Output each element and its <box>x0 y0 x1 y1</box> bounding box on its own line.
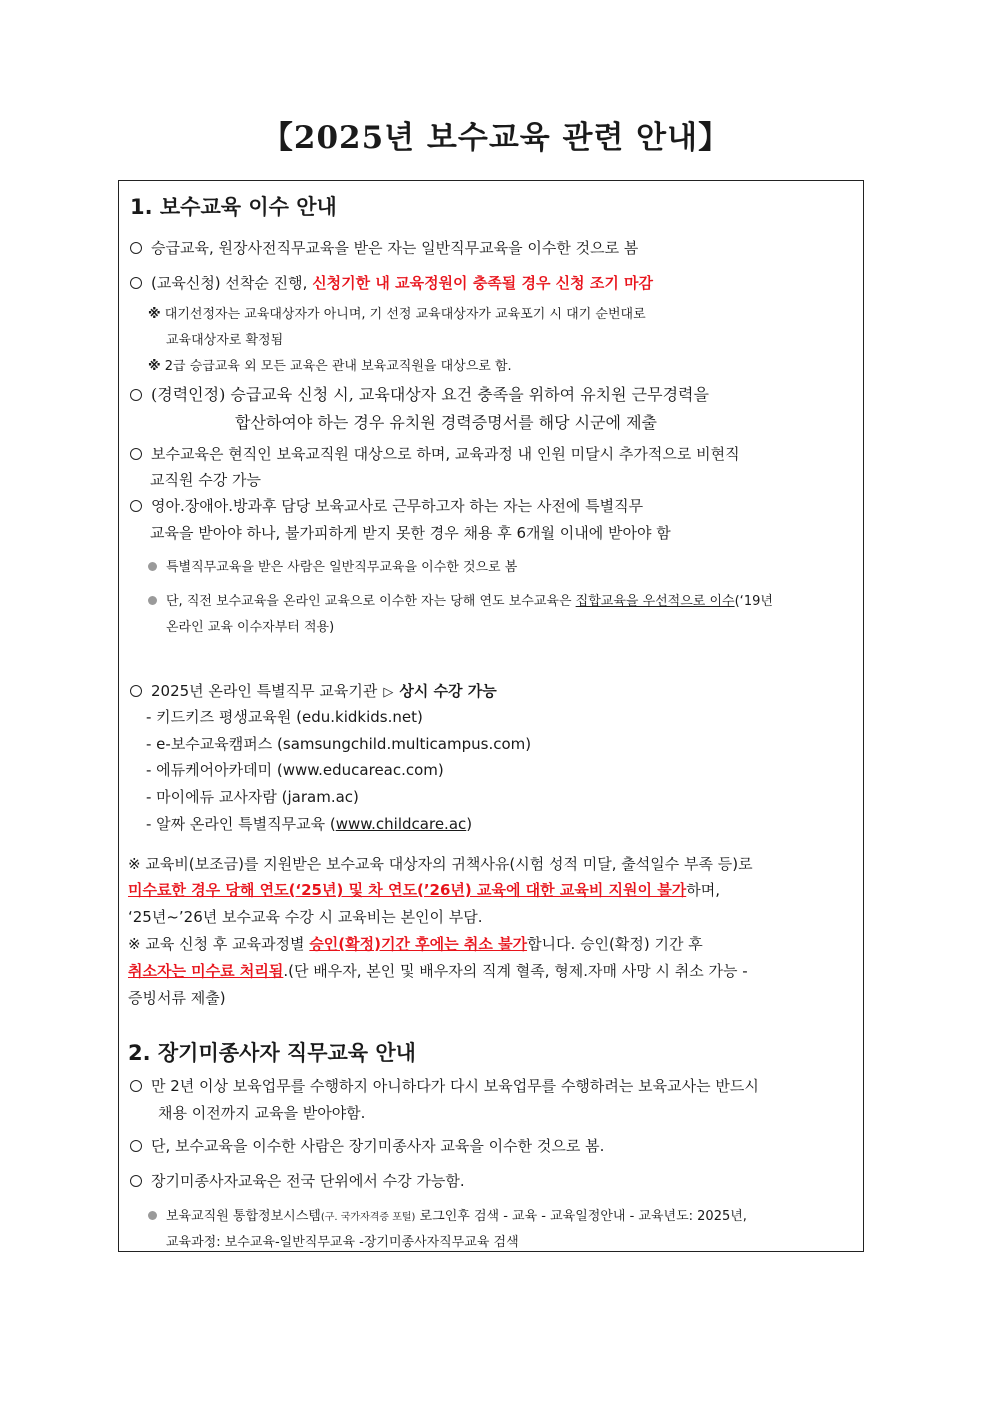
circle-bullet-icon <box>130 1140 142 1152</box>
online-institutions-heading: 2025년 온라인 특별직무 교육기관 ▷ 상시 수강 가능 <box>130 681 497 703</box>
bullet-online-priority-line2: 온라인 교육 이수자부터 적용) <box>166 620 335 635</box>
note-cancel-line1: ※ 교육 신청 후 교육과정별 승인(확정)기간 후에는 취소 불가합니다. 승인(확정) 기간 후 <box>128 935 703 953</box>
priority-underline: 집합교육을 우선적으로 이수 <box>575 594 735 609</box>
institution-item: - 마이에듀 교사자람 (jaram.ac) <box>146 788 359 806</box>
subsidy-warning: 미수료한 경우 당해 연도(‘25년) 및 차 연도(’26년) 교육에 대한 교육비 지원이 불가 <box>128 881 687 899</box>
institution-item: - 에듀케어아카데미 (www.educareac.com) <box>146 761 444 779</box>
institution-item: - 알짜 온라인 특별직무교육 (www.childcare.ac) <box>146 815 473 833</box>
triangle-right-icon: ▷ <box>383 685 394 700</box>
gray-bullet-icon <box>148 562 157 571</box>
bullet-special-duty-complete: 특별직무교육을 받은 사람은 일반직무교육을 이수한 것으로 봄 <box>148 558 517 578</box>
circle-bullet-icon <box>130 685 142 697</box>
bullet-online-priority: 단, 직전 보수교육을 온라인 교육으로 이수한 자는 당해 연도 보수교육은 집합교육을 우선적으로 이수(‘19년 <box>148 592 773 612</box>
cancel-warning: 승인(확정)기간 후에는 취소 불가 <box>309 935 528 953</box>
item-promotion-education: 승급교육, 원장사전직무교육을 받은 자는 일반직무교육을 이수한 것으로 봄 <box>130 238 638 258</box>
note-subsidy-line2: 미수료한 경우 당해 연도(‘25년) 및 차 연도(’26년) 교육에 대한 교육비 지원이 불가하며, <box>128 881 720 899</box>
early-close-warning: 신청기한 내 교육정원이 충족될 경우 신청 조기 마감 <box>312 274 654 292</box>
item-career-recognition: (경력인정) 승급교육 신청 시, 교육대상자 요건 충족을 위하여 유치원 근무경력을 <box>130 385 709 405</box>
circle-bullet-icon <box>130 277 142 289</box>
note-cancel-line2: 취소자는 미수료 처리됨.(단 배우자, 본인 및 배우자의 직계 혈족, 형제.자매 사망 시 취소 가능 - <box>128 962 748 980</box>
item-application: (교육신청) 선착순 진행, 신청기한 내 교육정원이 충족될 경우 신청 조기 마감 <box>130 273 653 293</box>
reference-mark-icon: ※ <box>148 359 161 374</box>
childcare-link[interactable]: www.childcare.ac <box>335 815 467 833</box>
item-exemption: 단, 보수교육을 이수한 사람은 장기미종사자 교육을 이수한 것으로 봄. <box>130 1136 604 1156</box>
circle-bullet-icon <box>130 242 142 254</box>
circle-bullet-icon <box>130 500 142 512</box>
note-subsidy-line3: ‘25년~’26년 보수교육 수강 시 교육비는 본인이 부담. <box>128 908 483 926</box>
note-waitlist-line2: 교육대상자로 확정됨 <box>166 333 284 348</box>
page-title: 【2025년 보수교육 관련 안내】 <box>261 120 731 156</box>
item-career-recognition-line2: 합산하여야 하는 경우 유치원 경력증명서를 해당 시군에 제출 <box>235 413 658 432</box>
note-waitlist: ※ 대기선정자는 교육대상자가 아니며, 기 선정 교육대상자가 교육포기 시 대기 순번대로 <box>148 307 646 322</box>
gray-bullet-icon <box>148 596 157 605</box>
note-local-only: ※ 2급 승급교육 외 모든 교육은 관내 보육교직원을 대상으로 함. <box>148 359 512 374</box>
item-special-duty-line2: 교육을 받아야 하나, 불가피하게 받지 못한 경우 채용 후 6개월 이내에 받아야 함 <box>150 524 671 542</box>
item-long-term-absence-line2: 채용 이전까지 교육을 받아야함. <box>158 1104 366 1122</box>
bullet-search-path: 보육교직원 통합정보시스템(구. 국가자격증 포털) 로그인후 검색 - 교육 - 교육일정안내 - 교육년도: 2025년, <box>148 1207 747 1228</box>
section2-heading: 2. 장기미종사자 직무교육 안내 <box>128 1041 416 1065</box>
circle-bullet-icon <box>130 1175 142 1187</box>
section1-heading: 1. 보수교육 이수 안내 <box>130 195 337 219</box>
bullet-search-path-line2: 교육과정: 보수교육-일반직무교육 -장기미종사자직무교육 검색 <box>166 1235 519 1250</box>
item-special-duty: 영아.장애아.방과후 담당 보육교사로 근무하고자 하는 자는 사전에 특별직무 <box>130 496 643 516</box>
circle-bullet-icon <box>130 389 142 401</box>
gray-bullet-icon <box>148 1211 157 1220</box>
reference-mark-icon: ※ <box>148 307 161 322</box>
note-cancel-line3: 증빙서류 제출) <box>128 989 226 1007</box>
item-incumbent-staff: 보수교육은 현직인 보육교직원 대상으로 하며, 교육과정 내 인원 미달시 추가적으로 비현직 <box>130 444 740 464</box>
circle-bullet-icon <box>130 448 142 460</box>
circle-bullet-icon <box>130 1080 142 1092</box>
incomplete-warning: 취소자는 미수료 처리됨 <box>128 962 284 980</box>
item-long-term-absence: 만 2년 이상 보육업무를 수행하지 아니하다가 다시 보육업무를 수행하려는 보육교사는 반드시 <box>130 1076 759 1096</box>
institution-item: - 키드키즈 평생교육원 (edu.kidkids.net) <box>146 708 423 726</box>
note-subsidy-line1: ※ 교육비(보조금)를 지원받은 보수교육 대상자의 귀책사유(시험 성적 미달, 출석일수 부족 등)로 <box>128 855 753 873</box>
institution-item: - e-보수교육캠퍼스 (samsungchild.multicampus.com) <box>146 735 532 753</box>
item-incumbent-staff-line2: 교직원 수강 가능 <box>150 471 261 489</box>
item-nationwide: 장기미종사자교육은 전국 단위에서 수강 가능함. <box>130 1171 465 1191</box>
